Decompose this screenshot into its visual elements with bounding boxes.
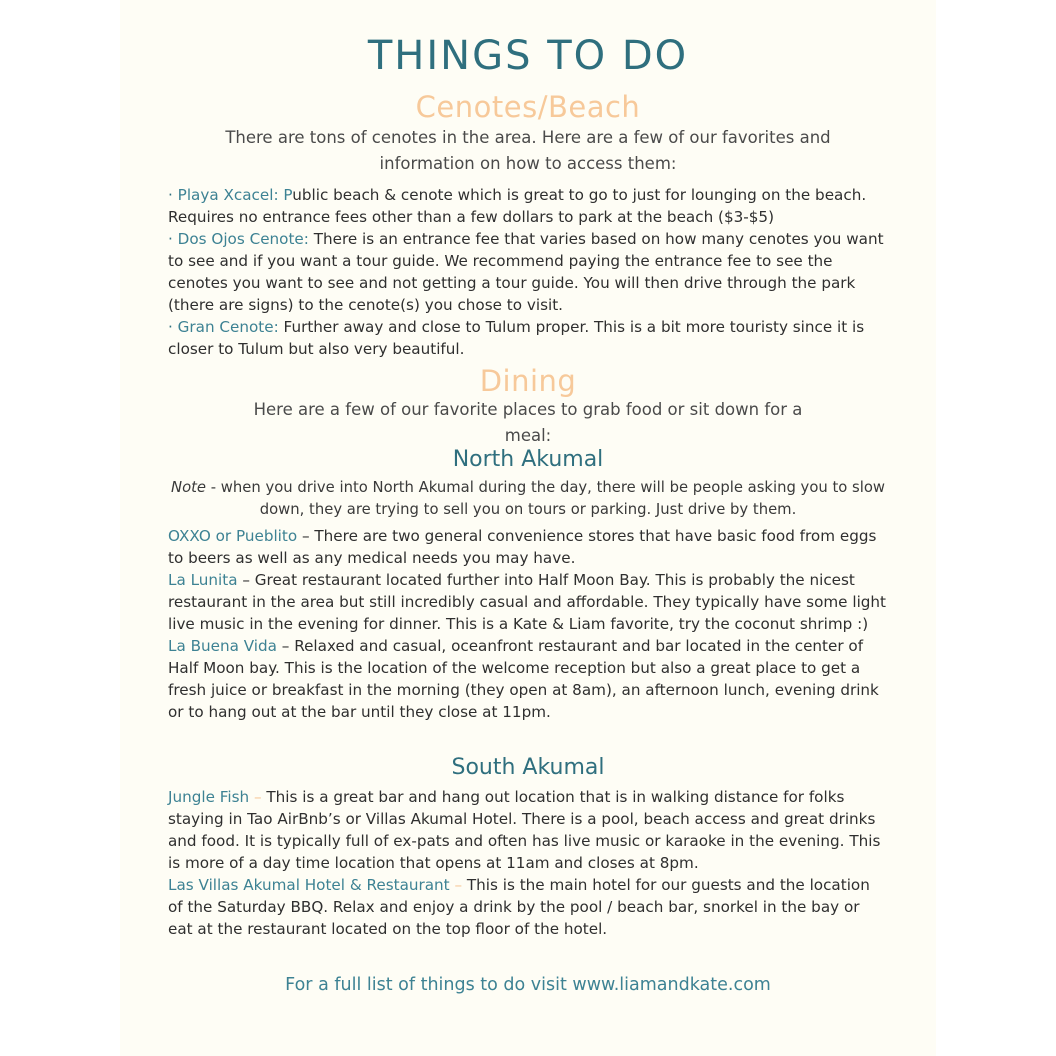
separator: – — [249, 788, 267, 806]
dining-intro: Here are a few of our favorite places to grab food or sit down for a meal: — [253, 400, 803, 445]
place-description: There are two general convenience stores that have basic food from eggs to beers as well as any medical needs you may have. — [168, 527, 877, 567]
page-title: THINGS TO DO — [367, 33, 689, 79]
place-name: OXXO or Pueblito — [168, 527, 298, 545]
separator: – — [237, 571, 255, 589]
south-akumal-list — [168, 786, 888, 940]
place-name: Las Villas Akumal Hotel & Restaurant — [168, 876, 450, 894]
north-akumal-list — [168, 525, 888, 723]
place-description: Further away and close to Tulum proper. This is a bit more touristy since it is closer to Tulum but also very beautiful. — [168, 318, 865, 358]
footer-link-text[interactable]: For a full list of things to do visit www.liamandkate.com — [285, 975, 771, 995]
list-item — [168, 635, 888, 723]
south-akumal-heading: South Akumal — [451, 755, 605, 780]
place-description: Great restaurant located further into Half Moon Bay. This is probably the nicest restaurant in the area but still incredibly casual and affordable. They typically have some light live music in the evening for dinner. This is a Kate & Liam favorite, try the coconut shrimp :) — [168, 571, 887, 633]
bullet: · — [168, 318, 178, 336]
place-name: Playa Xcacel: P — [177, 186, 293, 204]
place-description: This is a great bar and hang out location that is in walking distance for folks staying in Tao AirBnb’s or Villas Akumal Hotel. There is a pool, beach access and great drinks and food. It is typically full of ex-pats and often has live music or karaoke in the evening. This is more of a day time location that opens at 11am and closes at 8pm. — [168, 788, 881, 872]
dining-heading: Dining — [479, 364, 577, 398]
list-item — [168, 525, 888, 569]
north-akumal-heading: North Akumal — [452, 447, 604, 472]
place-description: Relaxed and casual, oceanfront restaurant and bar located in the center of Half Moon bay. This is the location of the welcome reception but also a great place to get a fresh juice or breakfast in the morning (they open at 8am), an afternoon lunch, evening drink or to hang out at the bar until they close at 11pm. — [168, 637, 879, 721]
place-name: Jungle Fish — [168, 788, 250, 806]
list-item — [168, 228, 888, 316]
list-item — [168, 184, 888, 228]
place-name: Gran Cenote: — [177, 318, 279, 336]
place-name: La Buena Vida — [168, 637, 277, 655]
note-text: - when you drive into North Akumal during the day, there will be people asking you to slow down, they are trying to sell you on tours or parking. Just drive by them. — [206, 479, 885, 518]
north-akumal-note — [168, 477, 888, 521]
separator: – — [297, 527, 315, 545]
separator: – — [449, 876, 467, 894]
note-label: Note — [171, 479, 207, 496]
separator: – — [276, 637, 295, 655]
page — [120, 0, 936, 1056]
list-item — [168, 569, 888, 635]
list-item — [168, 786, 888, 874]
place-name: Dos Ojos Cenote: — [177, 230, 309, 248]
place-description: ublic beach & cenote which is great to go to just for lounging on the beach. Requires no entrance fees other than a few dollars to park at the beach ($3-$5) — [168, 186, 867, 226]
list-item — [168, 316, 888, 360]
list-item — [168, 874, 888, 940]
place-description: There is an entrance fee that varies based on how many cenotes you want to see and if you want a tour guide. We recommend paying the entrance fee to see the cenotes you want to see and not getting a tour guide. You will then drive through the park (there are signs) to the cenote(s) you chose to visit. — [168, 230, 884, 314]
cenotes-intro: There are tons of cenotes in the area. Here are a few of our favorites and information on how to access them: — [225, 128, 831, 173]
cenotes-list — [168, 184, 888, 360]
bullet: · — [168, 186, 178, 204]
cenotes-heading: Cenotes/Beach — [415, 90, 641, 124]
place-name: La Lunita — [168, 571, 238, 589]
place-description: This is the main hotel for our guests and the location of the Saturday BBQ. Relax and enjoy a drink by the pool / beach bar, snorkel in the bay or eat at the restaurant located on the top floor of the hotel. — [168, 876, 870, 938]
bullet: · — [168, 230, 178, 248]
